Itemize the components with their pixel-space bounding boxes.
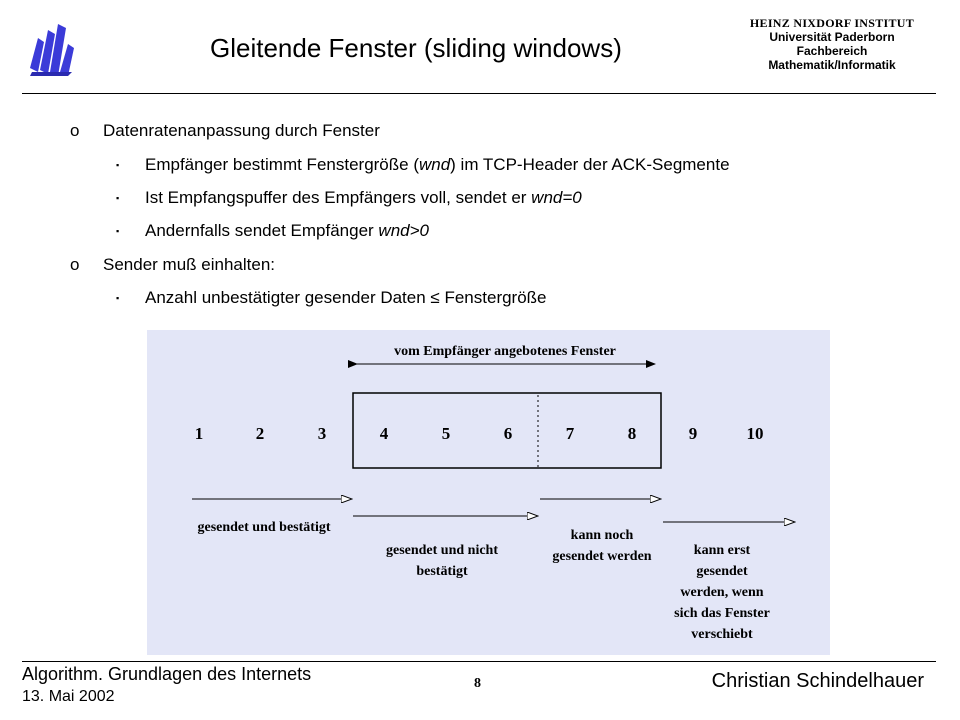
bullet-text: Sender muß einhalten: <box>103 255 275 274</box>
lecture-date: 13. Mai 2002 <box>22 688 115 705</box>
sub-bullet-marker: ▪ <box>116 160 120 170</box>
seq-number: 10 <box>746 424 764 443</box>
later-label: sich das Fenster <box>674 606 770 621</box>
bullet-2 <box>116 155 730 175</box>
sliding-window-figure <box>147 330 830 655</box>
page-number: 8 <box>474 676 481 691</box>
header-divider <box>22 93 936 94</box>
seq-number: 8 <box>627 424 637 443</box>
seq-number: 4 <box>379 424 389 443</box>
bullet-text: Datenratenanpassung durch Fenster <box>103 121 380 140</box>
seq-number: 9 <box>688 424 698 443</box>
footer-divider <box>22 661 936 662</box>
sent-unacked-label: bestätigt <box>416 564 468 579</box>
bullet-text: Andernfalls sendet Empfänger <box>145 221 379 240</box>
university-name: Universität Paderborn <box>769 30 895 44</box>
bullet-3 <box>116 188 582 208</box>
author-name: Christian Schindelhauer <box>711 670 924 692</box>
institute-block <box>732 16 932 72</box>
bullet-marker: o <box>70 121 80 140</box>
later-label: verschiebt <box>691 627 753 642</box>
bullet-text: Ist Empfangspuffer des Empfängers voll, sendet er <box>145 188 532 207</box>
bullet-marker: o <box>70 255 80 274</box>
department-line: Fachbereich <box>796 44 868 58</box>
seq-number: 3 <box>317 424 327 443</box>
university-logo <box>28 18 76 78</box>
bullet-emphasis: wnd <box>418 155 451 174</box>
seq-number: 2 <box>255 424 265 443</box>
bullet-text: Anzahl unbestätigter gesender Daten ≤ Fenstergröße <box>145 288 547 307</box>
slide-title: Gleitende Fenster (sliding windows) <box>210 33 622 63</box>
sent-unacked-label: gesendet und nicht <box>385 543 499 558</box>
window-label: vom Empfänger angebotenes Fenster <box>394 344 616 359</box>
bullet-1 <box>70 121 380 141</box>
bullet-emphasis: wnd>0 <box>378 221 429 240</box>
bullet-text: Empfänger bestimmt Fenstergröße ( <box>145 155 419 174</box>
institute-name: HEINZ NIXDORF INSTITUT <box>749 16 915 30</box>
bullet-6 <box>116 288 547 308</box>
bullet-emphasis: wnd=0 <box>531 188 582 207</box>
figure-drawing <box>147 330 830 655</box>
bullet-text: ) im TCP-Header der ACK-Segmente <box>450 155 730 174</box>
seq-number: 6 <box>503 424 513 443</box>
can-send-label: kann noch <box>570 528 634 543</box>
faculty-line: Mathematik/Informatik <box>768 58 896 72</box>
later-label: werden, wenn <box>680 585 764 600</box>
sent-acked-label: gesendet und bestätigt <box>197 520 331 535</box>
course-name: Algorithm. Grundlagen des Internets <box>22 664 312 684</box>
can-send-label: gesendet werden <box>552 549 652 564</box>
later-label: kann erst <box>693 543 751 558</box>
seq-number: 1 <box>194 424 204 443</box>
sub-bullet-marker: ▪ <box>116 293 120 303</box>
seq-number: 5 <box>441 424 451 443</box>
sub-bullet-marker: ▪ <box>116 226 120 236</box>
seq-number: 7 <box>565 424 575 443</box>
sub-bullet-marker: ▪ <box>116 193 120 203</box>
later-label: gesendet <box>696 564 748 579</box>
bullet-5 <box>70 255 275 275</box>
bullet-4 <box>116 221 429 241</box>
